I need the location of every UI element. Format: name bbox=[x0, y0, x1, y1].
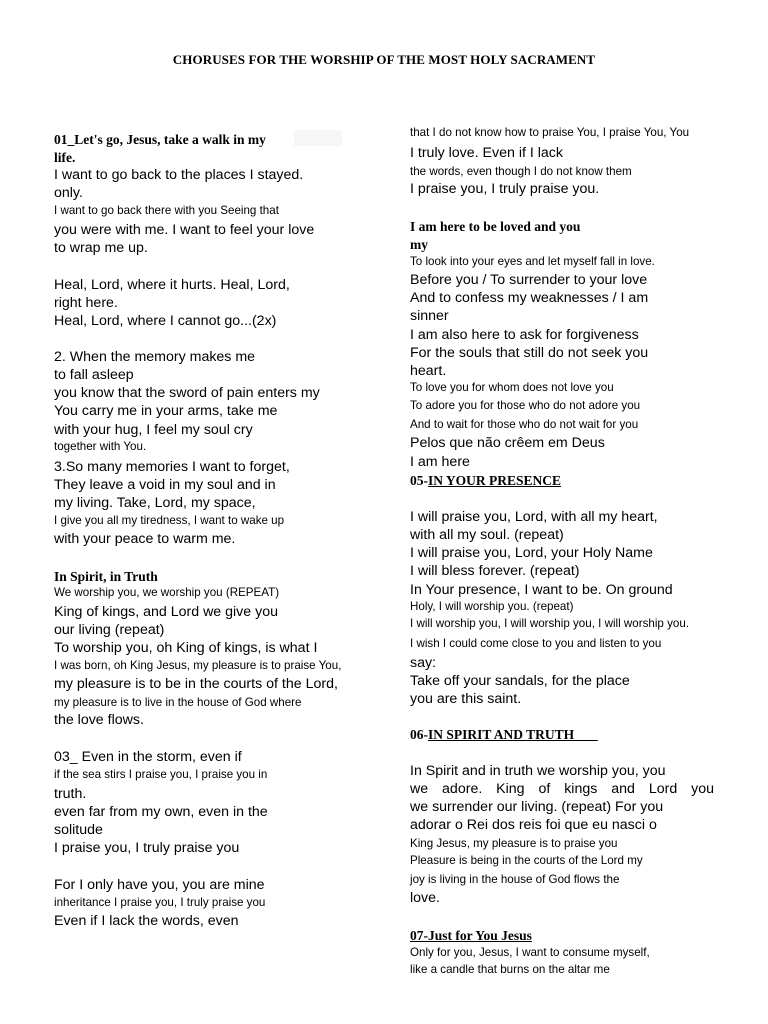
lyric-line: To love you for whom does not love you bbox=[410, 381, 614, 394]
lyric-line: For I only have you, you are mine bbox=[54, 877, 265, 893]
lyric-line: Even if I lack the words, even bbox=[54, 913, 239, 929]
lyric-line: 3.So many memories I want to forget, bbox=[54, 459, 290, 475]
lyric-line: love. bbox=[410, 890, 440, 906]
lyric-line: In Spirit and in truth we worship you, you bbox=[410, 763, 666, 779]
refrain-line: right here. bbox=[54, 295, 118, 311]
lyric-line: I will worship you, I will worship you, I will worship you. bbox=[410, 617, 689, 630]
lyric-line: our living (repeat) bbox=[54, 622, 165, 638]
chorus-06-heading bbox=[410, 726, 598, 743]
lyric-line: King of kings, and Lord we give you bbox=[54, 604, 278, 620]
lyric-line: my pleasure is to be in the courts of the Lord, bbox=[54, 676, 338, 692]
lyric-line: you were with me. I want to feel your love bbox=[54, 222, 315, 238]
chorus-07-heading bbox=[410, 927, 532, 944]
lyric-line: solitude bbox=[54, 822, 103, 838]
lyric-line: together with You. bbox=[54, 440, 147, 453]
lyric-line: Before you / To surrender to your love bbox=[410, 272, 648, 288]
lyric-line: to wrap me up. bbox=[54, 240, 148, 256]
lyric-line: To look into your eyes and let myself fall in love. bbox=[410, 255, 655, 268]
chorus-05-title: IN YOUR PRESENCE bbox=[428, 473, 562, 488]
lyric-line: you know that the sword of pain enters my bbox=[54, 385, 320, 401]
lyric-line: In Your presence, I want to be. On ground bbox=[410, 582, 673, 598]
lyric-line: even far from my own, even in the bbox=[54, 804, 268, 820]
lyric-line: my pleasure is to live in the house of God where bbox=[54, 696, 302, 709]
lyric-line: I want to go back to the places I stayed. bbox=[54, 167, 304, 183]
lyric-line: the words, even though I do not know them bbox=[410, 165, 632, 178]
lyric-line: say: bbox=[410, 655, 437, 671]
lyric-line: with your hug, I feel my soul cry bbox=[54, 422, 253, 438]
chorus-06-title: IN SPIRIT AND TRUTH bbox=[428, 727, 598, 742]
lyric-line: my living. Take, Lord, my space, bbox=[54, 495, 256, 511]
lyric-line: joy is living in the house of God flows the bbox=[410, 873, 620, 886]
lyric-line: heart. bbox=[410, 363, 447, 379]
lyric-line: if the sea stirs I praise you, I praise you in bbox=[54, 768, 268, 781]
lyric-line: I praise you, I truly praise you bbox=[54, 840, 240, 856]
lyric-line: I give you all my tiredness, I want to wake up bbox=[54, 514, 285, 527]
lyric-line: like a candle that burns on the altar me bbox=[410, 963, 610, 976]
lyric-line: I will praise you, Lord, with all my heart, bbox=[410, 509, 658, 525]
refrain-line: Heal, Lord, where it hurts. Heal, Lord, bbox=[54, 277, 290, 293]
lyric-line: with your peace to warm me. bbox=[54, 531, 236, 547]
lyric-line: I truly love. Even if I lack bbox=[410, 145, 563, 161]
lyric-line: only. bbox=[54, 185, 83, 201]
lyric-line: I wish I could come close to you and listen to you bbox=[410, 637, 662, 650]
refrain-line: Heal, Lord, where I cannot go...(2x) bbox=[54, 313, 277, 329]
lyric-line: to fall asleep bbox=[54, 367, 134, 383]
chorus-06-number: 06- bbox=[410, 727, 428, 742]
chorus-01-heading: 01_Let's go, Jesus, take a walk in my bbox=[54, 132, 266, 147]
chorus-spirit-truth-heading: In Spirit, in Truth bbox=[54, 569, 158, 584]
lyric-line: Take off your sandals, for the place bbox=[410, 673, 630, 689]
lyric-line: with all my soul. (repeat) bbox=[410, 527, 564, 543]
lyric-line: 2. When the memory makes me bbox=[54, 349, 256, 365]
lyric-line: 03_ Even in the storm, even if bbox=[54, 749, 242, 765]
lyric-line: you are this saint. bbox=[410, 691, 522, 707]
lyric-line: You carry me in your arms, take me bbox=[54, 403, 278, 419]
lyric-line: King Jesus, my pleasure is to praise you bbox=[410, 837, 618, 850]
lyric-line: Only for you, Jesus, I want to consume myself, bbox=[410, 946, 650, 959]
lyric-line: And to wait for those who do not wait for you bbox=[410, 418, 639, 431]
chorus-04-heading: I am here to be loved and you bbox=[410, 219, 581, 234]
lyric-line: To adore you for those who do not adore you bbox=[410, 399, 641, 412]
lyric-line: we surrender our living. (repeat) For you bbox=[410, 799, 664, 815]
lyric-line: I will praise you, Lord, your Holy Name bbox=[410, 545, 653, 561]
chorus-07-title: 07-Just for You Jesus bbox=[410, 928, 532, 943]
chorus-05-heading bbox=[410, 472, 561, 489]
lyric-line: sinner bbox=[410, 308, 449, 324]
lyric-line: We worship you, we worship you (REPEAT) bbox=[54, 586, 280, 599]
lyric-line: inheritance I praise you, I truly praise you bbox=[54, 896, 266, 909]
lyric-line: I was born, oh King Jesus, my pleasure is to praise You, bbox=[54, 659, 342, 672]
lyric-line: adorar o Rei dos reis foi que eu nasci o bbox=[410, 817, 657, 833]
lyric-line: I want to go back there with you Seeing that bbox=[54, 204, 279, 217]
lyric-line: Holy, I will worship you. (repeat) bbox=[410, 600, 574, 613]
chorus-04-heading-cont: my bbox=[410, 237, 428, 252]
lyric-line: I praise you, I truly praise you. bbox=[410, 181, 600, 197]
lyric-line: Pelos que não crêem em Deus bbox=[410, 435, 605, 451]
lyric-line: And to confess my weaknesses / I am bbox=[410, 290, 649, 306]
lyric-line: I will bless forever. (repeat) bbox=[410, 563, 580, 579]
lyric-line: To worship you, oh King of kings, is what I bbox=[54, 640, 318, 656]
lyric-line: I am also here to ask for forgiveness bbox=[410, 327, 639, 343]
chorus-01-heading-cont: life. bbox=[54, 150, 76, 165]
chorus-05-number: 05- bbox=[410, 473, 428, 488]
document-title: CHORUSES FOR THE WORSHIP OF THE MOST HOLY SACRAMENT bbox=[172, 52, 596, 67]
lyric-line: the love flows. bbox=[54, 712, 144, 728]
lyric-line: we adore. King of kings and Lord you bbox=[410, 781, 714, 797]
lyric-line: For the souls that still do not seek you bbox=[410, 345, 649, 361]
lyric-line: I am here bbox=[410, 454, 470, 470]
lyric-line: Pleasure is being in the courts of the Lord my bbox=[410, 854, 643, 867]
lyric-line: that I do not know how to praise You, I praise You, You bbox=[410, 126, 690, 139]
lyric-line: truth. bbox=[54, 786, 87, 802]
lyric-line: They leave a void in my soul and in bbox=[54, 477, 276, 493]
